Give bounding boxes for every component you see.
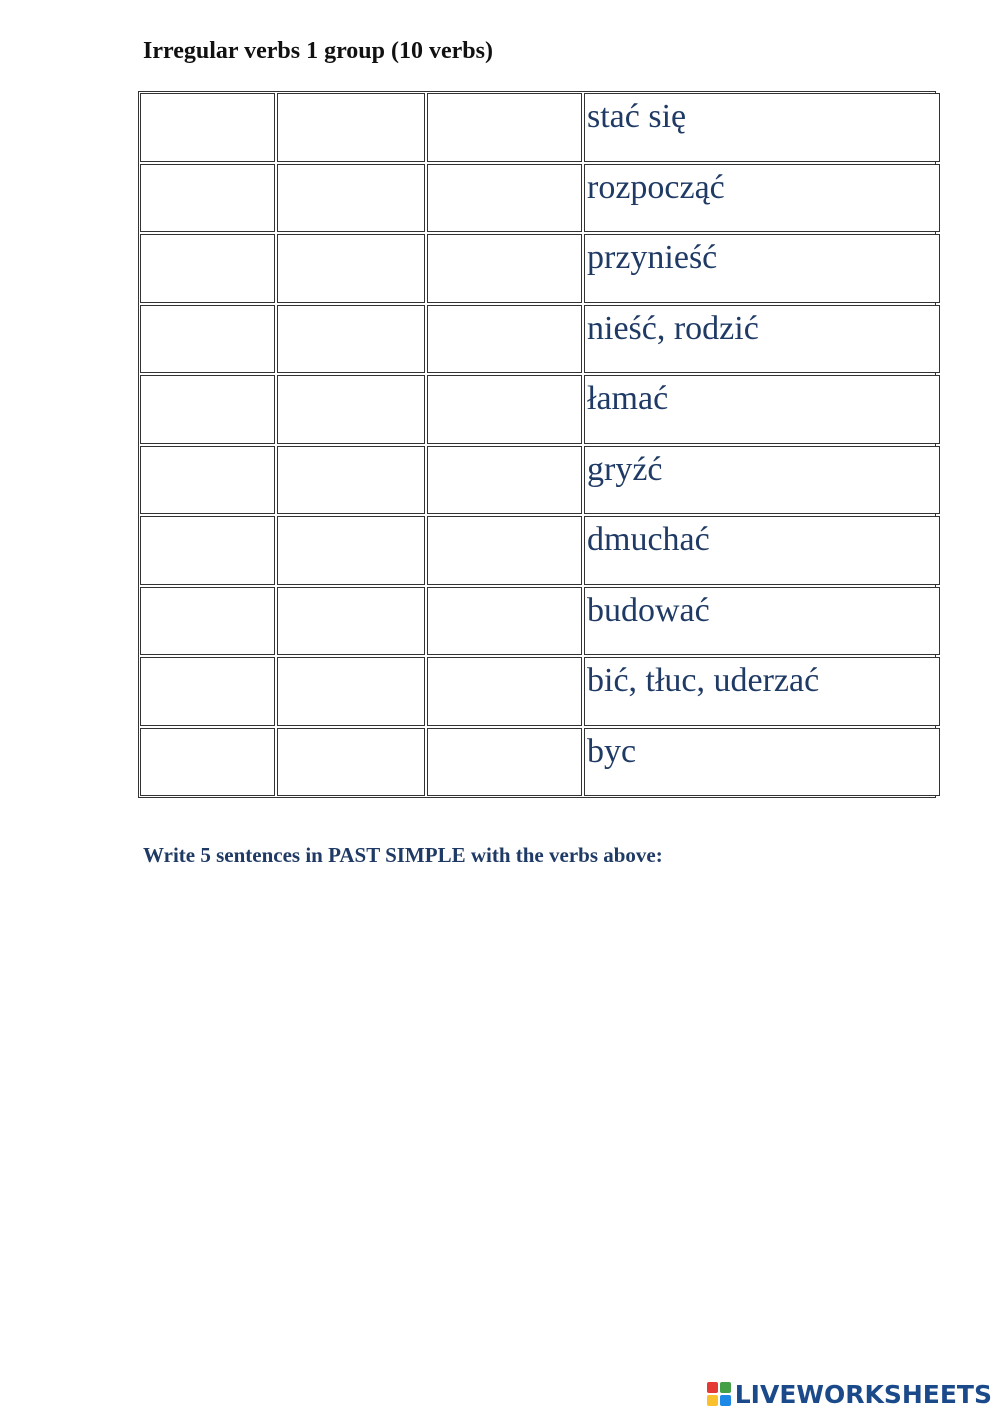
answer-cell[interactable]: [277, 728, 425, 797]
verb-cell: gryźć: [584, 446, 940, 515]
verb-cell: bić, tłuc, uderzać: [584, 657, 940, 726]
logo-mark-icon: [707, 1382, 731, 1406]
answer-cell[interactable]: [140, 164, 275, 233]
answer-cell[interactable]: [140, 375, 275, 444]
logo-square-red: [707, 1382, 718, 1393]
answer-cell[interactable]: [277, 516, 425, 585]
answer-cell[interactable]: [427, 657, 582, 726]
logo-square-green: [720, 1382, 731, 1393]
logo-text: LIVEWORKSHEETS: [734, 1379, 992, 1409]
worksheet-title: Irregular verbs 1 group (10 verbs): [143, 38, 493, 64]
logo-square-blue: [720, 1395, 731, 1406]
answer-cell[interactable]: [427, 164, 582, 233]
answer-cell[interactable]: [427, 375, 582, 444]
logo-square-yellow: [707, 1395, 718, 1406]
answer-cell[interactable]: [277, 93, 425, 162]
answer-cell[interactable]: [140, 728, 275, 797]
answer-cell[interactable]: [427, 305, 582, 374]
answer-cell[interactable]: [140, 446, 275, 515]
answer-cell[interactable]: [140, 305, 275, 374]
verbs-table: [138, 91, 936, 798]
verb-cell: przynieść: [584, 234, 940, 303]
answer-cell[interactable]: [140, 657, 275, 726]
answer-cell[interactable]: [140, 234, 275, 303]
verb-cell: budować: [584, 587, 940, 656]
answer-cell[interactable]: [277, 305, 425, 374]
answer-cell[interactable]: [427, 93, 582, 162]
answer-cell[interactable]: [140, 93, 275, 162]
verb-cell: byc: [584, 728, 940, 797]
verb-cell: stać się: [584, 93, 940, 162]
answer-cell[interactable]: [140, 587, 275, 656]
answer-cell[interactable]: [277, 657, 425, 726]
verb-cell: łamać: [584, 375, 940, 444]
answer-cell[interactable]: [427, 587, 582, 656]
answer-cell[interactable]: [277, 446, 425, 515]
answer-cell[interactable]: [427, 234, 582, 303]
answer-cell[interactable]: [427, 446, 582, 515]
answer-cell[interactable]: [277, 375, 425, 444]
verb-cell: rozpocząć: [584, 164, 940, 233]
answer-cell[interactable]: [140, 516, 275, 585]
verb-cell: nieść, rodzić: [584, 305, 940, 374]
verb-cell: dmuchać: [584, 516, 940, 585]
instruction-text: Write 5 sentences in PAST SIMPLE with the verbs above:: [143, 843, 663, 867]
answer-cell[interactable]: [427, 516, 582, 585]
answer-cell[interactable]: [277, 234, 425, 303]
answer-cell[interactable]: [277, 587, 425, 656]
answer-cell[interactable]: [277, 164, 425, 233]
answer-cell[interactable]: [427, 728, 582, 797]
liveworksheets-logo: [707, 1377, 992, 1411]
